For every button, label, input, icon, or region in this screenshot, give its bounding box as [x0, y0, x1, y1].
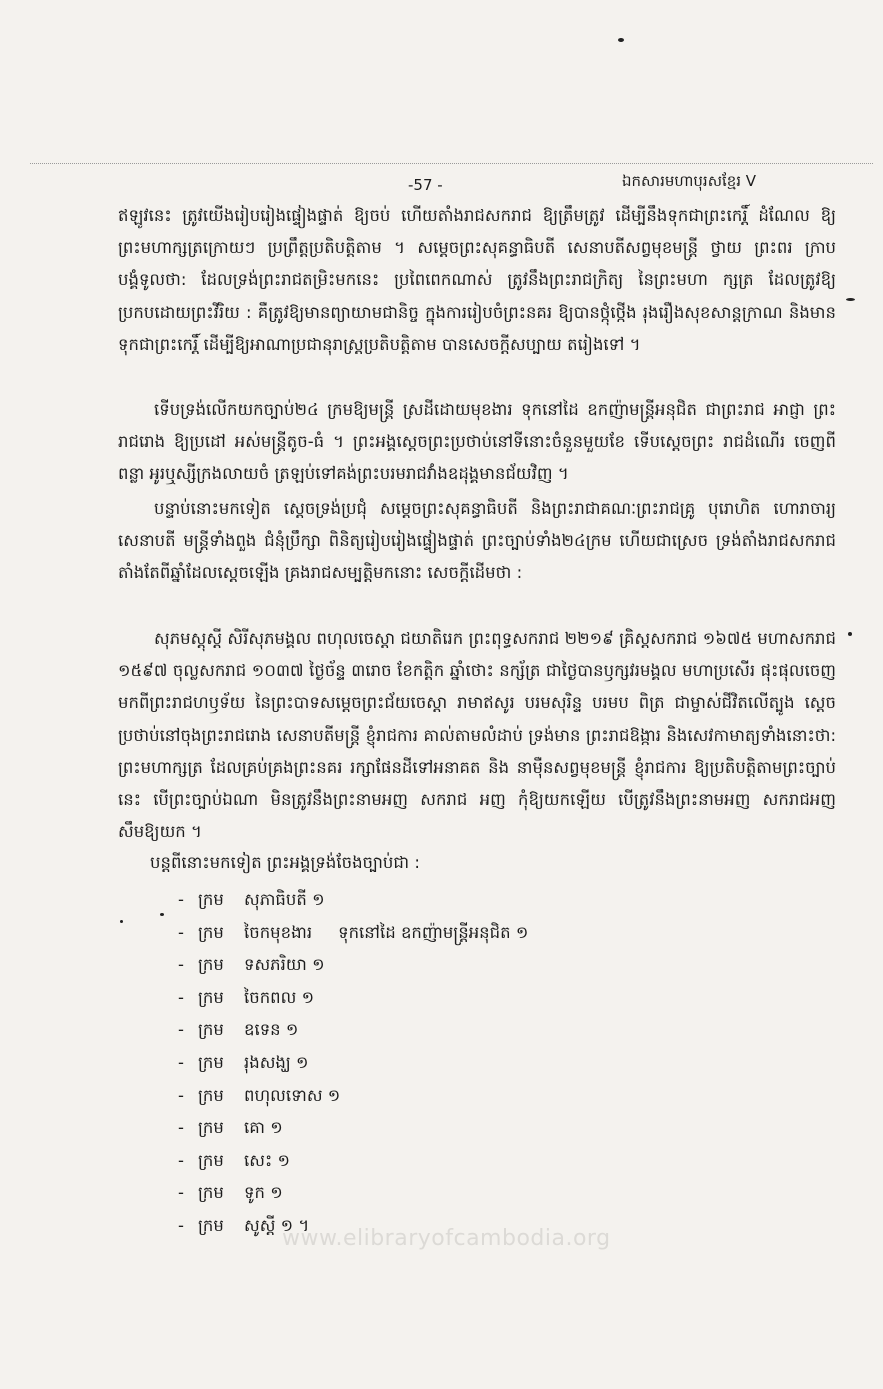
list-intro: បន្តពីនោះមកទៀត ព្រះអង្គទ្រង់ចែងច្បាប់ជា : [150, 853, 420, 872]
list-dash: - [178, 890, 184, 909]
page-number: -57 - [408, 176, 443, 194]
krom-label: ក្រម [198, 922, 224, 942]
scan-speck [160, 913, 164, 916]
scan-speck [848, 632, 852, 636]
list-dash: - [178, 922, 184, 942]
watermark: www.elibraryofcambodia.org [282, 1226, 611, 1251]
scan-speck [846, 298, 855, 301]
scan-speck [618, 38, 624, 42]
law-name: សេះ ១ [244, 1150, 290, 1170]
list-item [178, 917, 528, 950]
paragraph-text: សុភមស្តុស្តី សិរីសុភមង្គល ពហុលចេស្តា ជយាតិរេក ព្រះពុទ្ធសករាជ ២២១៩ គ្រិស្តសករាជ ១៦៧៥ មហាសករាជ ១៥៩៧ ចុល្លសករាជ ១០៣៧ ថ្ងៃច័ន្ទ ៣រោច ខែកត្តិក ឆ្នាំថោះ នក្ស័ត្រ ជាថ្ងៃបានឫក្សវរមង្គល មហាប្រសើរ ផុះផុលចេញមកពីព្រះរាជហឫទ័យ នៃព្រះបាទសម្តេចព្រះជ័យចេស្តា រាមាឥសូរ បរមសុរិន្ទ បរមប ពិត្រ ជាម្ចាស់ជីវិតលើត្បូង ស្តេចប្រថាប់នៅចុងព្រះរាជរោង សេនាបតីមន្ត្រី ខ្ញុំរាជការ គាល់តាមលំដាប់ ទ្រង់មាន ព្រះរាជឱង្ការ និងសេវកាមាត្យទាំងនោះថា: ព្រះមហាក្សត្រ ដែលគ្រប់គ្រងព្រះនគរ រក្សាផែនដីទៅអនាគត និង នាម៉ឺនសព្វមុខមន្ត្រី ខ្ញុំរាជការ ឱ្យប្រតិបត្តិតាមព្រះច្បាប់នេះ បើព្រះច្បាប់ឯណា មិនត្រូវនឹងព្រះនាមអញ សករាជ អញ កុំឱ្យយកឡើយ បើត្រូវនឹងព្រះនាមអញ សករាជអញ សឹមឱ្យយក ។ [118, 629, 836, 842]
krom-label: ក្រម [198, 955, 224, 975]
list-dash: - [178, 1020, 184, 1040]
law-name: ទសភរិយា ១ [244, 955, 325, 975]
running-header: ឯកសារមហាបុរសខ្មែរ V [622, 172, 757, 190]
list-item [178, 884, 528, 917]
list-item [178, 949, 528, 982]
krom-label: ក្រម [198, 1020, 224, 1040]
krom-label: ក្រម [198, 890, 224, 909]
list-item [178, 1047, 528, 1080]
krom-label: ក្រម [198, 987, 224, 1007]
law-name: ចៃកមុខងារ [244, 922, 313, 942]
paragraph-text: ទើបទ្រង់លើកយកច្បាប់២៤ ក្រមឱ្យមន្ត្រី ស្រដីដោយមុខងារ ទុកនៅដៃ ឧកញ៉ាមន្ត្រីអនុជិត ជាព្រះរាជ អាជ្ញា ព្រះរាជរោង ឱ្យប្រដៅ អស់មន្ត្រីតូច-ធំ ។ ព្រះអង្គស្តេចព្រះប្រថាប់នៅទីនោះចំនួនមួយខែ ទើបស្តេចព្រះ រាជដំណើរ ចេញពីពន្លា អូរឬស្សីក្រងលាយចំ ត្រឡប់ទៅគង់ព្រះបរមរាជវាំងឧដុង្គមានជ័យវិញ ។ [118, 400, 836, 484]
list-item [178, 1145, 528, 1178]
law-list [178, 884, 528, 1243]
krom-label: ក្រម [198, 1085, 224, 1105]
list-dash: - [178, 1052, 184, 1072]
paragraph-2 [118, 394, 836, 491]
law-name: ចៃកពល ១ [244, 987, 315, 1007]
list-dash: - [178, 1183, 184, 1203]
list-dash: - [178, 1215, 184, 1235]
krom-label: ក្រម [198, 1215, 224, 1235]
scan-speck [120, 920, 123, 923]
list-dash: - [178, 955, 184, 975]
paragraph-text: បន្ទាប់នោះមកទៀត ស្តេចទ្រង់ប្រជុំ សម្តេចព្រះសុគន្ធាធិបតី និងព្រះរាជាគណៈព្រះរាជគ្រូ បុរោហិត ហោរាចារ្យ សេនាបតី មន្ត្រីទាំងពួង ជំនុំប្រឹក្សា ពិនិត្យរៀបរៀងផ្ទៀងផ្ទាត់ ព្រះច្បាប់ទាំង២៤ក្រម ហើយជាស្រេច ទ្រង់តាំងរាជសករាជ តាំងតែពីឆ្នាំដែលស្តេចឡើង គ្រងរាជសម្បត្តិមកនោះ សេចក្តីដើមថា : [118, 499, 836, 583]
list-item [178, 982, 528, 1015]
law-name: ទូក ១ [244, 1183, 283, 1203]
krom-label: ក្រម [198, 1183, 224, 1203]
list-item [178, 1177, 528, 1210]
law-name: គោ ១ [244, 1118, 283, 1138]
list-item [178, 1112, 528, 1145]
list-dash: - [178, 987, 184, 1007]
paragraph-4 [118, 623, 836, 848]
list-item [178, 1014, 528, 1047]
krom-label: ក្រម [198, 1052, 224, 1072]
paragraph-text: ឥឡូវនេះ ត្រូវយើងរៀបរៀងផ្ទៀងផ្ទាត់ ឱ្យចប់ ហើយតាំងរាជសករាជ ឱ្យត្រឹមត្រូវ ដើម្បីនឹងទុកជាព្រះកេរ្តិ៍ ដំណែល ឱ្យព្រះមហាក្សត្រក្រោយៗ ប្រព្រឹត្តប្រតិបត្តិតាម ។ សម្តេចព្រះសុគន្ធាធិបតី សេនាបតីសព្វមុខមន្ត្រី ថ្វាយ ព្រះពរ ក្រាបបង្គំទូលថា: ដែលទ្រង់ព្រះរាជតម្រិះមកនេះ ប្រពៃពេកណាស់ ត្រូវនឹងព្រះរាជក្រិត្យ នៃព្រះមហា ក្សត្រ ដែលត្រូវឱ្យប្រកបដោយព្រះវីរិយ : គឺត្រូវឱ្យមានព្យាយាមជានិច្ច ក្នុងការរៀបចំព្រះនគរ ឱ្យបានថ្កុំថ្កើង រុងរឿងសុខសាន្តក្រាណ និងមានទុកជាព្រះកេរ្តិ៍ ដើម្បីឱ្យអាណាប្រជានុរាស្ត្រប្រតិបត្តិតាម បានសេចក្តីសប្បាយ តរៀងទៅ ។ [118, 206, 836, 354]
list-dash: - [178, 1150, 184, 1170]
list-dash: - [178, 1118, 184, 1138]
law-name: សូស្តី ១ ។ [244, 1215, 310, 1235]
list-dash: - [178, 1085, 184, 1105]
paragraph-1 [118, 200, 836, 361]
paragraph-3 [118, 493, 836, 590]
krom-label: ក្រម [198, 1150, 224, 1170]
law-note: ទុកនៅដៃ ឧកញ៉ាមន្ត្រីអនុជិត ១ [338, 922, 529, 942]
header-rule [30, 163, 873, 164]
law-name: រុងសង្ឃ ១ [244, 1052, 309, 1072]
law-name: សុភាធិបតី ១ [244, 890, 325, 909]
law-name: ឧទេន ១ [244, 1020, 299, 1040]
krom-label: ក្រម [198, 1118, 224, 1138]
law-name: ពហុលទោស ១ [244, 1085, 341, 1105]
list-item [178, 1080, 528, 1113]
